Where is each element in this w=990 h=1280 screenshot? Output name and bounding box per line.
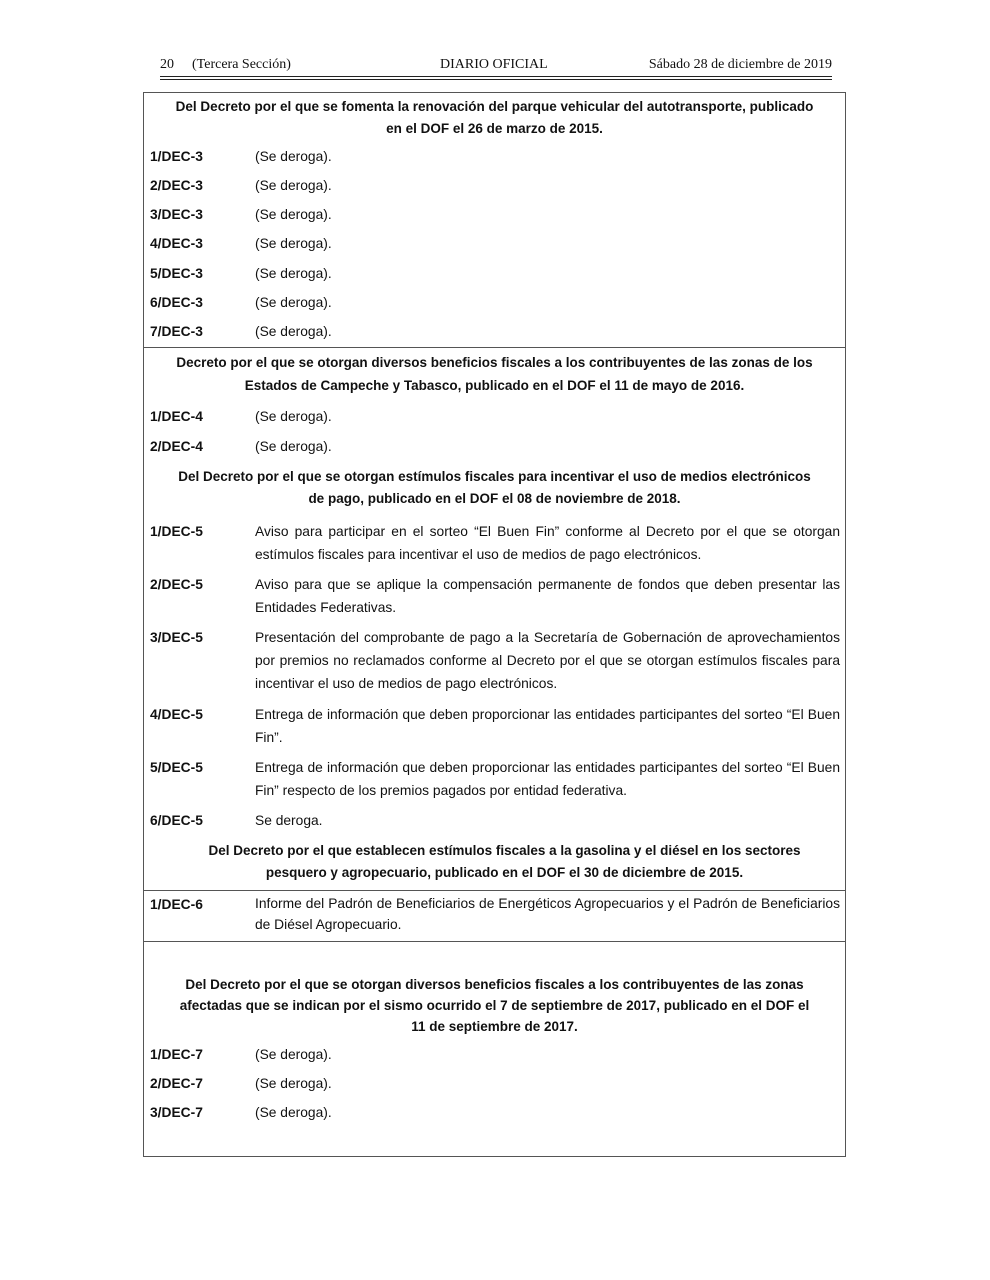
rule-text: Entrega de información que deben proporcionar las entidades participantes del sorteo “El Buen Fin” respecto de los premios pagados por entidad federativa. <box>255 760 840 798</box>
rule-text: (Se deroga). <box>255 324 332 339</box>
section-title-line: Del Decreto por el que establecen estímulos fiscales a la gasolina y el diésel en los sectores <box>208 843 801 858</box>
rule-code: 7/DEC-3 <box>150 324 203 339</box>
rule-text: (Se deroga). <box>255 1105 332 1120</box>
rule-text: Entrega de información que deben proporcionar las entidades participantes del sorteo “El Buen Fin”. <box>255 707 840 745</box>
rule-code: 1/DEC-4 <box>150 409 203 424</box>
rule-text: (Se deroga). <box>255 1047 332 1062</box>
page-header <box>160 56 832 77</box>
rule-text: (Se deroga). <box>255 207 332 222</box>
section-title-dec5 <box>150 466 839 510</box>
section-title-line: Decreto por el que se otorgan diversos beneficios fiscales a los contribuyentes de las zonas de los <box>176 355 813 370</box>
rule-code: 1/DEC-3 <box>150 149 203 164</box>
section-title-dec3 <box>150 96 839 140</box>
rule-text: Presentación del comprobante de pago a la Secretaría de Gobernación de aprovechamientos por premios no reclamados conforme al Decreto por el que se otorgan estímulos fiscales para incentivar el uso de medios de pago electrónicos. <box>255 630 840 691</box>
rule-code: 1/DEC-5 <box>150 524 203 539</box>
rule-text: (Se deroga). <box>255 1076 332 1091</box>
rule-code: 2/DEC-5 <box>150 577 203 592</box>
section-divider <box>144 941 845 942</box>
rule-text: (Se deroga). <box>255 236 332 251</box>
section-title-line: 11 de septiembre de 2017. <box>411 1019 578 1034</box>
rule-code: 6/DEC-5 <box>150 813 203 828</box>
rule-text: Informe del Padrón de Beneficiarios de Energéticos Agropecuarios y el Padrón de Beneficiarios de Diésel Agropecuario. <box>255 896 840 932</box>
section-title-line: Estados de Campeche y Tabasco, publicado en el DOF el 11 de mayo de 2016. <box>244 378 745 393</box>
rule-code: 6/DEC-3 <box>150 295 203 310</box>
rule-text: Aviso para que se aplique la compensación permanente de fondos que deben presentar las Entidades Federativas. <box>255 577 840 615</box>
rule-text: (Se deroga). <box>255 266 332 281</box>
publication-name: DIARIO OFICIAL <box>440 57 548 72</box>
section-title-line: pesquero y agropecuario, publicado en el DOF el 30 de diciembre de 2015. <box>265 865 744 880</box>
rule-text: (Se deroga). <box>255 439 332 454</box>
section-title-dec7 <box>150 974 839 1037</box>
section-title-dec6 <box>150 840 839 884</box>
page-number: 20 <box>160 57 174 72</box>
rule-code: 4/DEC-5 <box>150 707 203 722</box>
content-table <box>143 92 846 1157</box>
section-title-line: de pago, publicado en el DOF el 08 de noviembre de 2018. <box>308 491 681 506</box>
section-title-line: Del Decreto por el que se fomenta la renovación del parque vehicular del autotransporte, publicado <box>175 99 814 114</box>
rule-code: 3/DEC-7 <box>150 1105 203 1120</box>
rule-code: 1/DEC-7 <box>150 1047 203 1062</box>
rule-code: 2/DEC-3 <box>150 178 203 193</box>
rule-text: (Se deroga). <box>255 295 332 310</box>
section-title-dec4 <box>150 351 839 397</box>
publication-date: Sábado 28 de diciembre de 2019 <box>648 57 832 72</box>
rule-code: 2/DEC-4 <box>150 439 203 454</box>
rule-text: Aviso para participar en el sorteo “El Buen Fin” conforme al Decreto por el que se otorgan estímulos fiscales para incentivar el uso de medios de pago electrónicos. <box>255 524 840 562</box>
rule-code: 3/DEC-5 <box>150 630 203 645</box>
section-label: (Tercera Sección) <box>192 57 291 72</box>
rule-code: 2/DEC-7 <box>150 1076 203 1091</box>
rule-code: 4/DEC-3 <box>150 236 203 251</box>
section-title-line: afectadas que se indican por el sismo ocurrido el 7 de septiembre de 2017, publicado en el DOF el <box>179 998 810 1013</box>
rule-text: (Se deroga). <box>255 149 332 164</box>
section-divider <box>144 347 845 348</box>
section-title-line: Del Decreto por el que se otorgan diversos beneficios fiscales a los contribuyentes de las zonas <box>185 977 804 992</box>
section-divider <box>144 890 845 891</box>
rule-text: Se deroga. <box>255 813 323 828</box>
section-title-line: en el DOF el 26 de marzo de 2015. <box>386 121 603 136</box>
section-title-line: Del Decreto por el que se otorgan estímulos fiscales para incentivar el uso de medios electrónicos <box>178 469 811 484</box>
rule-text: (Se deroga). <box>255 409 332 424</box>
rule-code: 1/DEC-6 <box>150 897 203 912</box>
rule-text: (Se deroga). <box>255 178 332 193</box>
rule-code: 5/DEC-3 <box>150 266 203 281</box>
rule-code: 3/DEC-3 <box>150 207 203 222</box>
rule-code: 5/DEC-5 <box>150 760 203 775</box>
